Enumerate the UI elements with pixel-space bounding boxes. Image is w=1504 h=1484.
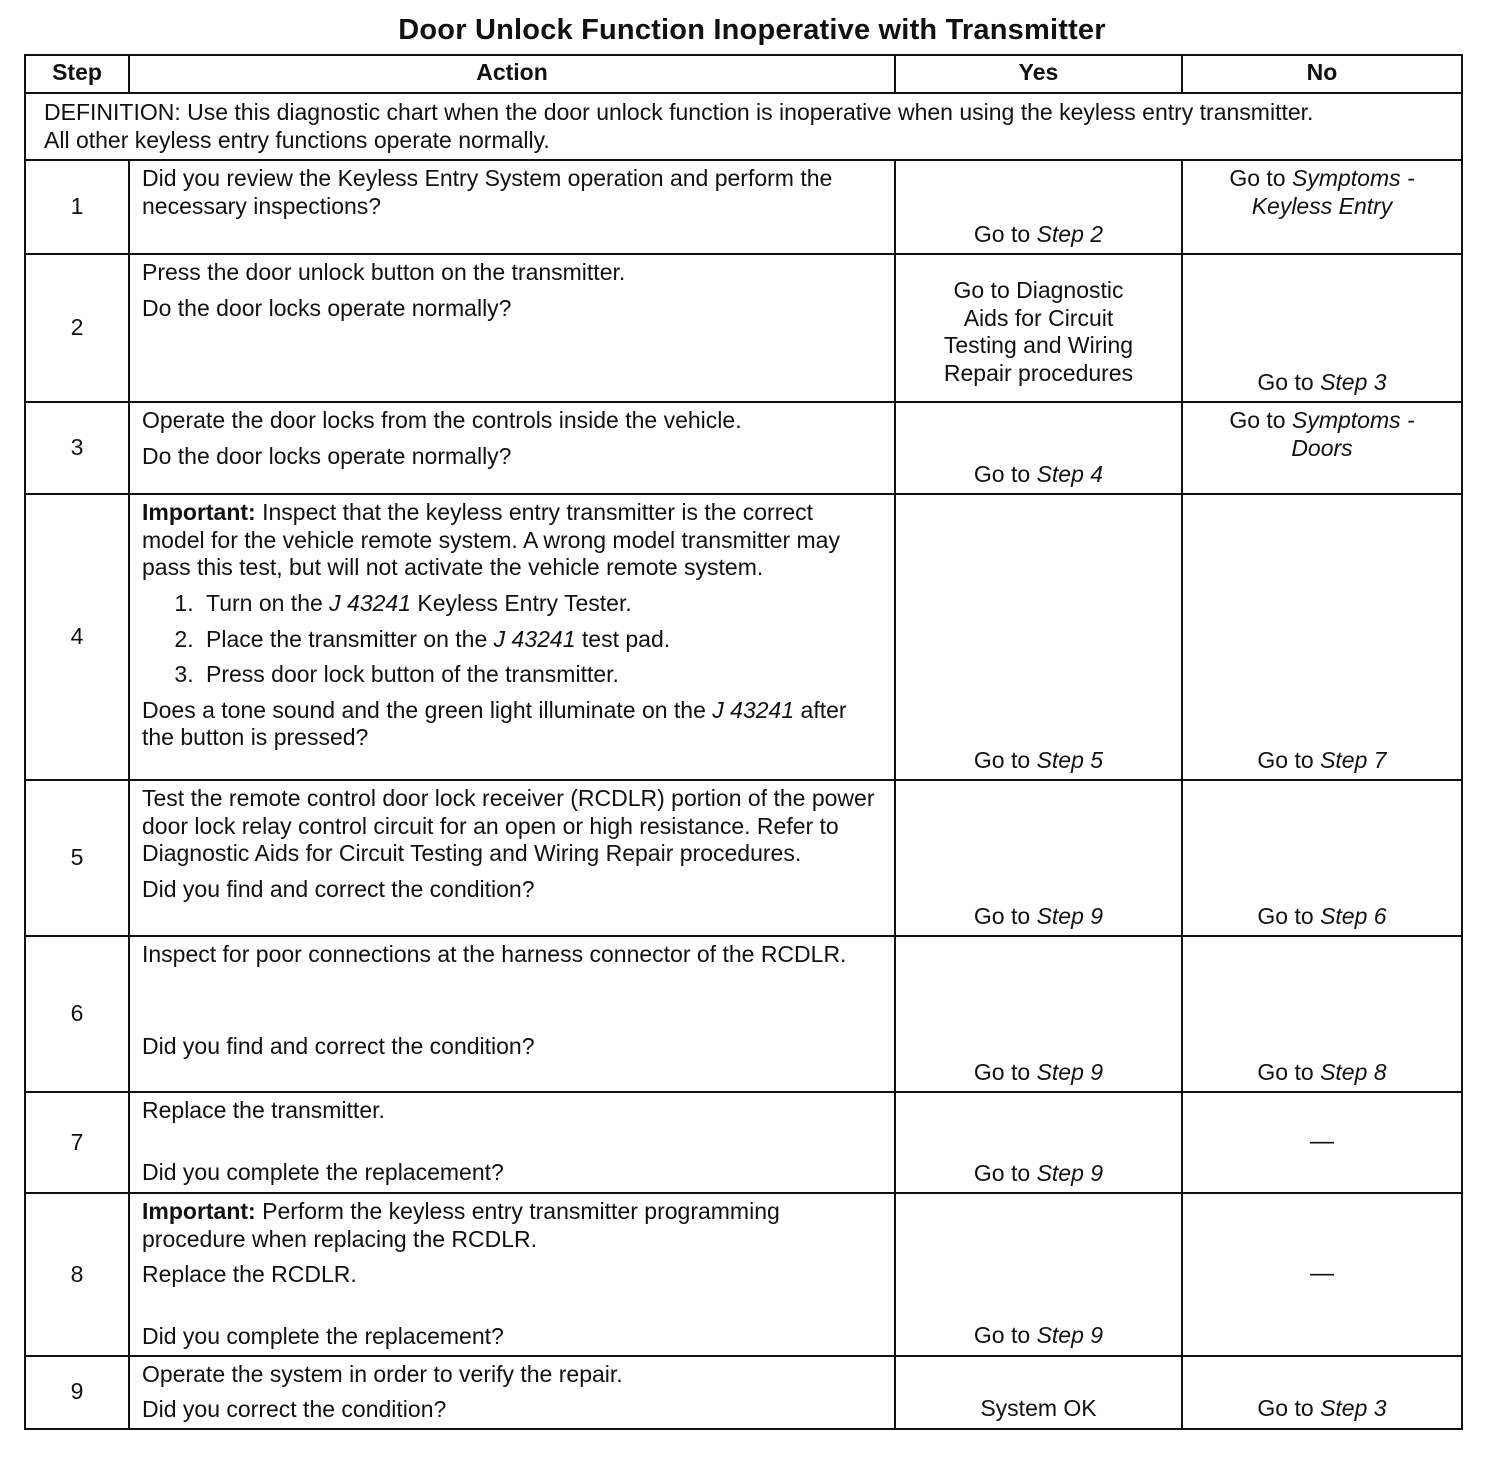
yes-cell (895, 402, 1182, 494)
no-cell (1182, 1356, 1462, 1429)
action-cell (129, 402, 895, 494)
symptoms-reference: Symptoms - (1291, 165, 1415, 192)
header-action: Action (129, 55, 895, 93)
table-row (25, 254, 1462, 402)
important-label: Important: (142, 1198, 256, 1225)
step-number: 2 (25, 254, 129, 402)
table-row (25, 160, 1462, 254)
action-text: Press the door unlock button on the transmitter. (142, 259, 626, 286)
no-cell (1182, 780, 1462, 936)
tool-reference: J 43241 (493, 625, 576, 652)
no-cell (1182, 1092, 1462, 1193)
step-reference: Step 2 (1036, 220, 1104, 247)
list-item (200, 590, 882, 618)
yes-result (896, 1059, 1181, 1087)
action-cell (129, 1356, 895, 1429)
yes-result (908, 277, 1169, 387)
yes-cell (895, 254, 1182, 402)
action-cell (129, 254, 895, 402)
diagnostic-table (24, 54, 1463, 1430)
action-cell (129, 160, 895, 254)
action-cell (129, 1092, 895, 1193)
step-reference: Step 8 (1320, 1058, 1387, 1085)
step-reference: Step 9 (1036, 1159, 1104, 1186)
not-applicable-dash: — (1310, 1128, 1334, 1156)
yes-line: Go to Diagnostic (953, 277, 1124, 304)
tool-reference: J 43241 (329, 589, 412, 616)
no-result (1183, 1395, 1461, 1423)
step-reference: Step 7 (1320, 746, 1387, 773)
step-number: 1 (25, 160, 129, 254)
definition-line: All other keyless entry functions operate normally. (44, 126, 550, 153)
action-cell (129, 494, 895, 780)
table-row (25, 1092, 1462, 1193)
list-item-text: Press door lock button of the transmitter. (206, 661, 619, 688)
table-row (25, 402, 1462, 494)
step-reference: Step 3 (1320, 1395, 1387, 1422)
go-to-text: Go to (973, 460, 1031, 487)
question-text: Did you find and correct the condition? (142, 875, 535, 902)
action-text: Replace the RCDLR. (142, 1261, 357, 1288)
action-text: Operate the door locks from the controls inside the vehicle. (142, 407, 742, 434)
step-number: 7 (25, 1092, 129, 1193)
yes-line: Aids for Circuit (963, 304, 1114, 331)
go-to-text: Go to (1257, 1395, 1314, 1422)
step-reference: Step 4 (1036, 460, 1104, 487)
spacer (142, 1297, 882, 1323)
yes-cell (895, 1356, 1182, 1429)
yes-cell (895, 936, 1182, 1092)
question-text: Did you complete the replacement? (142, 1322, 504, 1349)
yes-result (896, 903, 1181, 931)
no-result (1195, 165, 1449, 220)
table-row (25, 494, 1462, 780)
step-number: 3 (25, 402, 129, 494)
question-text: Do the door locks operate normally? (142, 442, 512, 469)
important-label: Important: (142, 499, 256, 526)
yes-result (896, 461, 1181, 489)
action-text: Operate the system in order to verify the repair. (142, 1360, 623, 1387)
yes-result (896, 747, 1181, 775)
procedure-list (142, 590, 882, 689)
go-to-text: Go to (973, 902, 1031, 929)
yes-line: Testing and Wiring (943, 332, 1134, 359)
no-cell (1182, 936, 1462, 1092)
important-text: Perform the keyless entry transmitter programming procedure when replacing the RCDLR. (142, 1198, 780, 1252)
action-cell (129, 936, 895, 1092)
yes-cell (895, 160, 1182, 254)
no-cell (1182, 254, 1462, 402)
yes-result (896, 221, 1181, 249)
step-number: 5 (25, 780, 129, 936)
yes-result (896, 1322, 1181, 1350)
table-row (25, 936, 1462, 1092)
no-result (1183, 369, 1461, 397)
step-number: 4 (25, 494, 129, 780)
tool-reference: J 43241 (712, 696, 795, 723)
page-title: Door Unlock Function Inoperative with Transmitter (398, 14, 1106, 46)
step-number: 9 (25, 1356, 129, 1429)
yes-cell (895, 494, 1182, 780)
yes-cell (895, 780, 1182, 936)
no-result (1183, 903, 1461, 931)
table-row (25, 1356, 1462, 1429)
no-cell (1182, 1193, 1462, 1355)
symptoms-reference: Symptoms - (1291, 407, 1415, 434)
symptoms-reference: Doors (1291, 434, 1353, 461)
action-text: Replace the transmitter. (142, 1097, 385, 1124)
list-item (200, 661, 882, 689)
step-reference: Step 6 (1320, 902, 1387, 929)
go-to-text: Go to (973, 746, 1031, 773)
no-result (1183, 747, 1461, 775)
step-reference: Step 9 (1036, 1321, 1104, 1348)
list-item (200, 626, 882, 654)
spacer (142, 1133, 882, 1159)
not-applicable-dash: — (1310, 1259, 1334, 1287)
question-part: Does a tone sound and the green light illuminate on the (142, 696, 713, 723)
no-result (1183, 1059, 1461, 1087)
go-to-text: Go to (973, 220, 1031, 247)
step-reference: Step 9 (1036, 902, 1104, 929)
no-cell (1182, 494, 1462, 780)
header-yes: Yes (895, 55, 1182, 93)
go-to-text: Go to (973, 1159, 1031, 1186)
table-row (25, 780, 1462, 936)
no-cell (1182, 402, 1462, 494)
action-text: Test the remote control door lock receiver (RCDLR) portion of the power door lock relay control circuit for an open or high resistance. Refer to Diagnostic Aids for Circuit Testing and Wiring Repair procedures. (142, 785, 875, 867)
definition-line: DEFINITION: Use this diagnostic chart when the door unlock function is inoperative when using the keyless entry transmitter. (44, 99, 1314, 125)
important-note (142, 1198, 882, 1253)
step-reference: Step 9 (1036, 1058, 1104, 1085)
list-item-text: Place the transmitter on the (206, 625, 494, 652)
important-text: Inspect that the keyless entry transmitter is the correct model for the vehicle remote system. A wrong model transmitter may pass this test, but will not activate the vehicle remote system. (142, 499, 840, 581)
table-row (25, 1193, 1462, 1355)
go-to-text: Go to (1229, 165, 1286, 192)
action-cell (129, 1193, 895, 1355)
yes-result: System OK (980, 1395, 1097, 1422)
action-text: Did you review the Keyless Entry System operation and perform the necessary inspections? (142, 165, 833, 219)
go-to-text: Go to (973, 1058, 1031, 1085)
go-to-text: Go to (1229, 407, 1286, 434)
definition-row (25, 93, 1462, 160)
go-to-text: Go to (1257, 746, 1314, 773)
spacer (142, 977, 882, 1033)
definition-cell (25, 93, 1462, 160)
question-text (142, 697, 882, 752)
list-item-text: Turn on the (206, 589, 330, 616)
yes-result (896, 1160, 1181, 1188)
yes-cell (895, 1092, 1182, 1193)
header-step: Step (25, 55, 129, 93)
go-to-text: Go to (1257, 368, 1314, 395)
go-to-text: Go to (1257, 1058, 1314, 1085)
go-to-text: Go to (1257, 902, 1314, 929)
header-no: No (1182, 55, 1462, 93)
header-row (25, 55, 1462, 93)
symptoms-reference: Keyless Entry (1251, 192, 1393, 219)
action-text: Inspect for poor connections at the harness connector of the RCDLR. (142, 941, 847, 968)
question-text: Do the door locks operate normally? (142, 294, 512, 321)
no-cell (1182, 160, 1462, 254)
list-item-text: test pad. (575, 625, 671, 652)
step-reference: Step 5 (1036, 746, 1104, 773)
step-number: 6 (25, 936, 129, 1092)
step-reference: Step 3 (1320, 368, 1387, 395)
yes-cell (895, 1193, 1182, 1355)
question-text: Did you complete the replacement? (142, 1158, 504, 1185)
go-to-text: Go to (973, 1321, 1031, 1348)
question-text: Did you correct the condition? (142, 1396, 447, 1423)
question-text: Did you find and correct the condition? (142, 1032, 535, 1059)
step-number: 8 (25, 1193, 129, 1355)
important-note (142, 499, 882, 582)
no-result (1195, 407, 1449, 462)
yes-line: Repair procedures (943, 359, 1134, 386)
question-part: after the button is pressed? (142, 696, 847, 751)
list-item-text: Keyless Entry Tester. (411, 589, 632, 616)
action-cell (129, 780, 895, 936)
